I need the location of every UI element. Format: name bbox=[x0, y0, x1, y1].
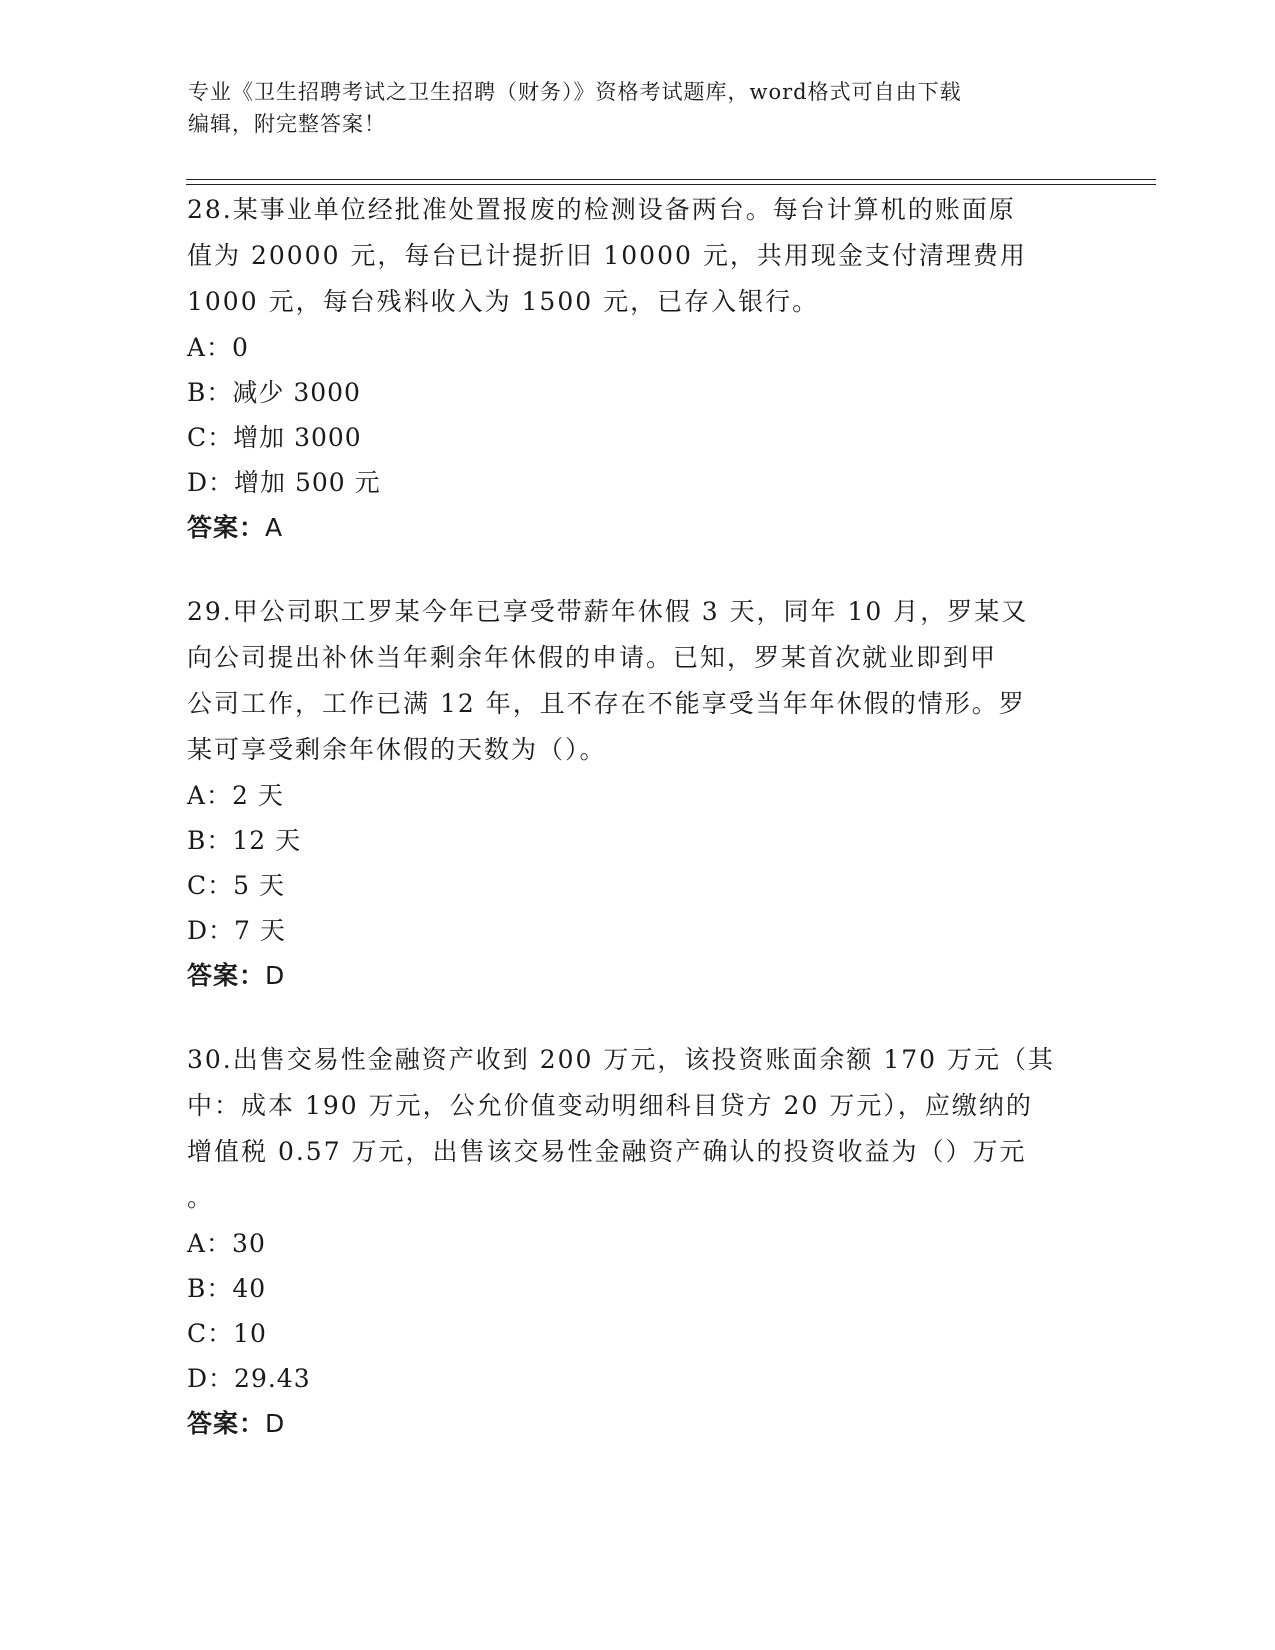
question-line: 中：成本 190 万元，公允价值变动明细科目贷方 20 万元），应缴纳的 bbox=[187, 1091, 1033, 1120]
answer-label: 答案： bbox=[187, 1409, 266, 1438]
option-b: B：12 天 bbox=[187, 826, 302, 855]
answer-label: 答案： bbox=[187, 513, 266, 542]
question-line: 29.甲公司职工罗某今年已享受带薪年休假 3 天，同年 10 月，罗某又 bbox=[187, 597, 1029, 626]
question-line: 公司工作，工作已满 12 年，且不存在不能享受当年年休假的情形。罗 bbox=[187, 689, 1026, 718]
question-line: 增值税 0.57 万元，出售该交易性金融资产确认的投资收益为（）万元 bbox=[187, 1137, 1027, 1166]
answer-value: D bbox=[265, 961, 286, 990]
header-line-1: 专业《卫生招聘考试之卫生招聘（财务）》资格考试题库，word格式可自由下载 bbox=[188, 80, 962, 104]
answer-value: D bbox=[265, 1409, 286, 1438]
question-text bbox=[187, 1037, 1087, 1221]
option-d: D：增加 500 元 bbox=[187, 468, 381, 497]
option-a: A：0 bbox=[187, 333, 249, 362]
question-line: 1000 元，每台残料收入为 1500 元，已存入银行。 bbox=[187, 287, 820, 316]
answer-value: A bbox=[265, 513, 284, 542]
question-line: 值为 20000 元，每台已计提折旧 10000 元，共用现金支付清理费用 bbox=[187, 241, 1027, 270]
document-header bbox=[188, 76, 1068, 140]
answer-line bbox=[187, 953, 1087, 999]
option-c: C：10 bbox=[187, 1319, 267, 1348]
option-b: B：40 bbox=[187, 1274, 267, 1303]
question-text bbox=[187, 187, 1087, 325]
question-line: 28.某事业单位经批准处置报废的检测设备两台。每台计算机的账面原 bbox=[187, 195, 1016, 224]
option-d: D：29.43 bbox=[187, 1364, 311, 1393]
option-c: C：增加 3000 bbox=[187, 423, 362, 452]
question-line: 30.出售交易性金融资产收到 200 万元，该投资账面余额 170 万元（其 bbox=[187, 1045, 1055, 1074]
option-a: A：30 bbox=[187, 1229, 266, 1258]
header-divider-top bbox=[186, 179, 1156, 180]
question-30 bbox=[187, 1037, 1087, 1447]
answer-label: 答案： bbox=[187, 961, 266, 990]
question-29 bbox=[187, 589, 1087, 999]
question-28 bbox=[187, 187, 1087, 551]
header-divider-bottom bbox=[186, 184, 1156, 185]
question-line: 某可享受剩余年休假的天数为（）。 bbox=[187, 735, 607, 764]
option-c: C：5 天 bbox=[187, 871, 285, 900]
question-line: 。 bbox=[187, 1183, 215, 1212]
question-text bbox=[187, 589, 1087, 773]
option-d: D：7 天 bbox=[187, 916, 286, 945]
header-line-2: 编辑，附完整答案！ bbox=[188, 112, 386, 136]
option-b: B：减少 3000 bbox=[187, 378, 361, 407]
answer-line bbox=[187, 505, 1087, 551]
answer-line bbox=[187, 1401, 1087, 1447]
question-line: 向公司提出补休当年剩余年休假的申请。已知，罗某首次就业即到甲 bbox=[187, 643, 998, 672]
option-a: A：2 天 bbox=[187, 781, 284, 810]
